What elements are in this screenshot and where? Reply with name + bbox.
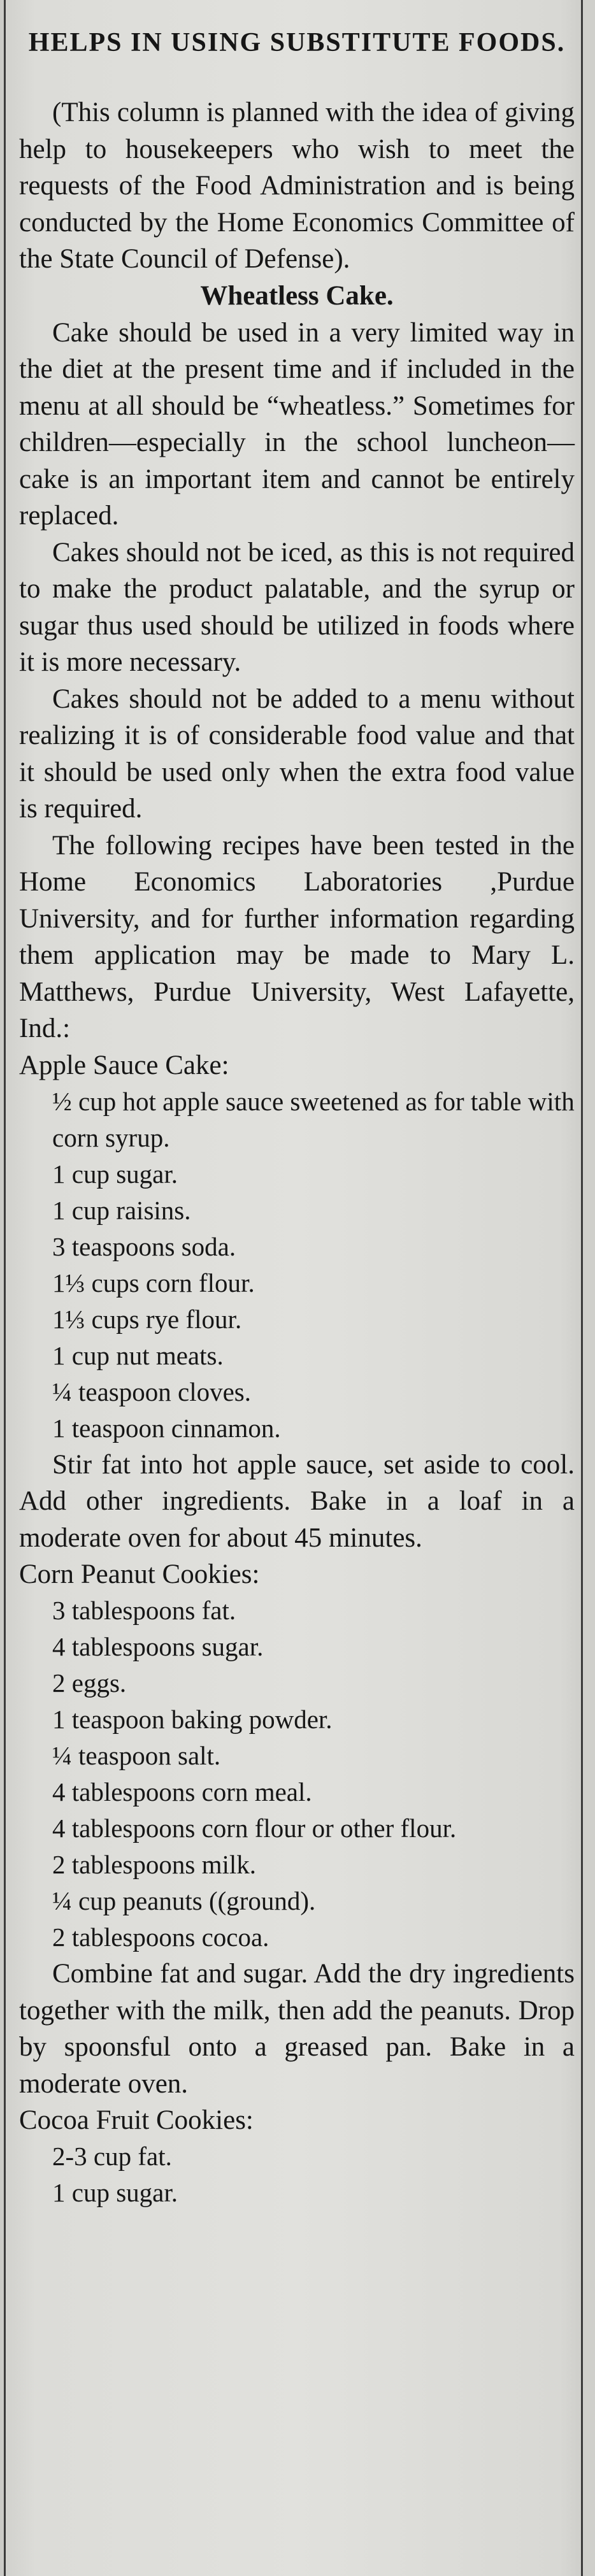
recipe: [19, 1047, 575, 1557]
article-column: [19, 24, 575, 2211]
ingredient-item: 1⅓ cups rye flour.: [52, 1304, 242, 1334]
ingredient-item: 1 cup sugar.: [52, 1159, 178, 1189]
recipe-directions: Combine fat and sugar. Add the dry ingredients together with the milk, then add the peanuts. Drop by spoonsful onto a greased pan. Bake in a moderate oven.: [19, 1959, 575, 2099]
page-edge-right: [583, 0, 595, 2576]
ingredient-item: ½ cup hot apple sauce sweetened as for table with corn syrup.: [52, 1086, 575, 1152]
body-paragraph: Cakes should not be added to a menu without realizing it is of considerable food value and that it should be used only when the extra food value is required.: [19, 683, 575, 824]
recipe-name: Apple Sauce Cake:: [19, 1050, 229, 1080]
ingredient-item: 2 eggs.: [52, 1668, 127, 1698]
ingredient-item: 3 tablespoons fat.: [52, 1596, 236, 1625]
ingredient-item: 1 cup raisins.: [52, 1195, 191, 1225]
recipe-name: Cocoa Fruit Cookies:: [19, 2105, 254, 2135]
ingredient-item: ¼ teaspoon salt.: [52, 1741, 221, 1770]
ingredient-item: 1 cup nut meats.: [52, 1340, 224, 1370]
ingredient-item: 1 teaspoon baking powder.: [52, 1705, 333, 1734]
ingredient-list: [19, 1084, 575, 1447]
ingredient-list: [19, 1592, 575, 1956]
ingredient-item: 1 cup sugar.: [52, 2178, 178, 2207]
ingredient-item: 2 tablespoons cocoa.: [52, 1922, 269, 1952]
ingredient-item: 1⅓ cups corn flour.: [52, 1268, 255, 1298]
ingredient-item: 2-3 cup fat.: [52, 2142, 172, 2171]
body-paragraph: Cakes should not be iced, as this is not required to make the product palatable, and the syrup or sugar thus used should be utilized in foods where it is more necessary.: [19, 537, 575, 677]
recipe: [19, 2102, 575, 2211]
ingredient-item: 3 teaspoons soda.: [52, 1231, 236, 1261]
recipe: [19, 1556, 575, 2102]
ingredient-item: 2 tablespoons milk.: [52, 1850, 257, 1879]
ingredient-item: ¼ teaspoon cloves.: [52, 1377, 251, 1406]
recipe-directions: Stir fat into hot apple sauce, set aside to cool. Add other ingredients. Bake in a loaf in a moderate oven for about 45 minutes.: [19, 1449, 575, 1553]
ingredient-item: 1 teaspoon cinnamon.: [52, 1413, 281, 1443]
ingredient-item: 4 tablespoons corn flour or other flour.: [52, 1814, 457, 1843]
column-rule-left: [4, 0, 6, 2576]
ingredient-item: 4 tablespoons sugar.: [52, 1632, 264, 1661]
article-headline: HELPS IN USING SUBSTITUTE FOODS.: [28, 28, 566, 57]
section-title: Wheatless Cake.: [200, 280, 394, 311]
intro-paragraph: (This column is planned with the idea of giving help to housekeepers who wish to meet the requests of the Food Administration and is being conducted by the Home Economics Committee of the State Council of Defense).: [19, 97, 575, 274]
ingredient-item: 4 tablespoons corn meal.: [52, 1777, 312, 1807]
ingredient-item: ¼ cup peanuts ((ground).: [52, 1886, 316, 1915]
recipe-name: Corn Peanut Cookies:: [19, 1559, 260, 1589]
ingredient-list: [19, 2138, 575, 2211]
body-paragraph: Cake should be used in a very limited way in the diet at the present time and if included in the menu at all should be “wheatless.” Sometimes for children—especially in the school luncheon—cake is an important item and cannot be entirely replaced.: [19, 317, 575, 531]
body-paragraph: The following recipes have been tested in the Home Economics Laboratories ,Purdue University, and for further information regarding them application may be made to Mary L. Matthews, Purdue University, West Lafayette, Ind.:: [19, 830, 575, 1043]
